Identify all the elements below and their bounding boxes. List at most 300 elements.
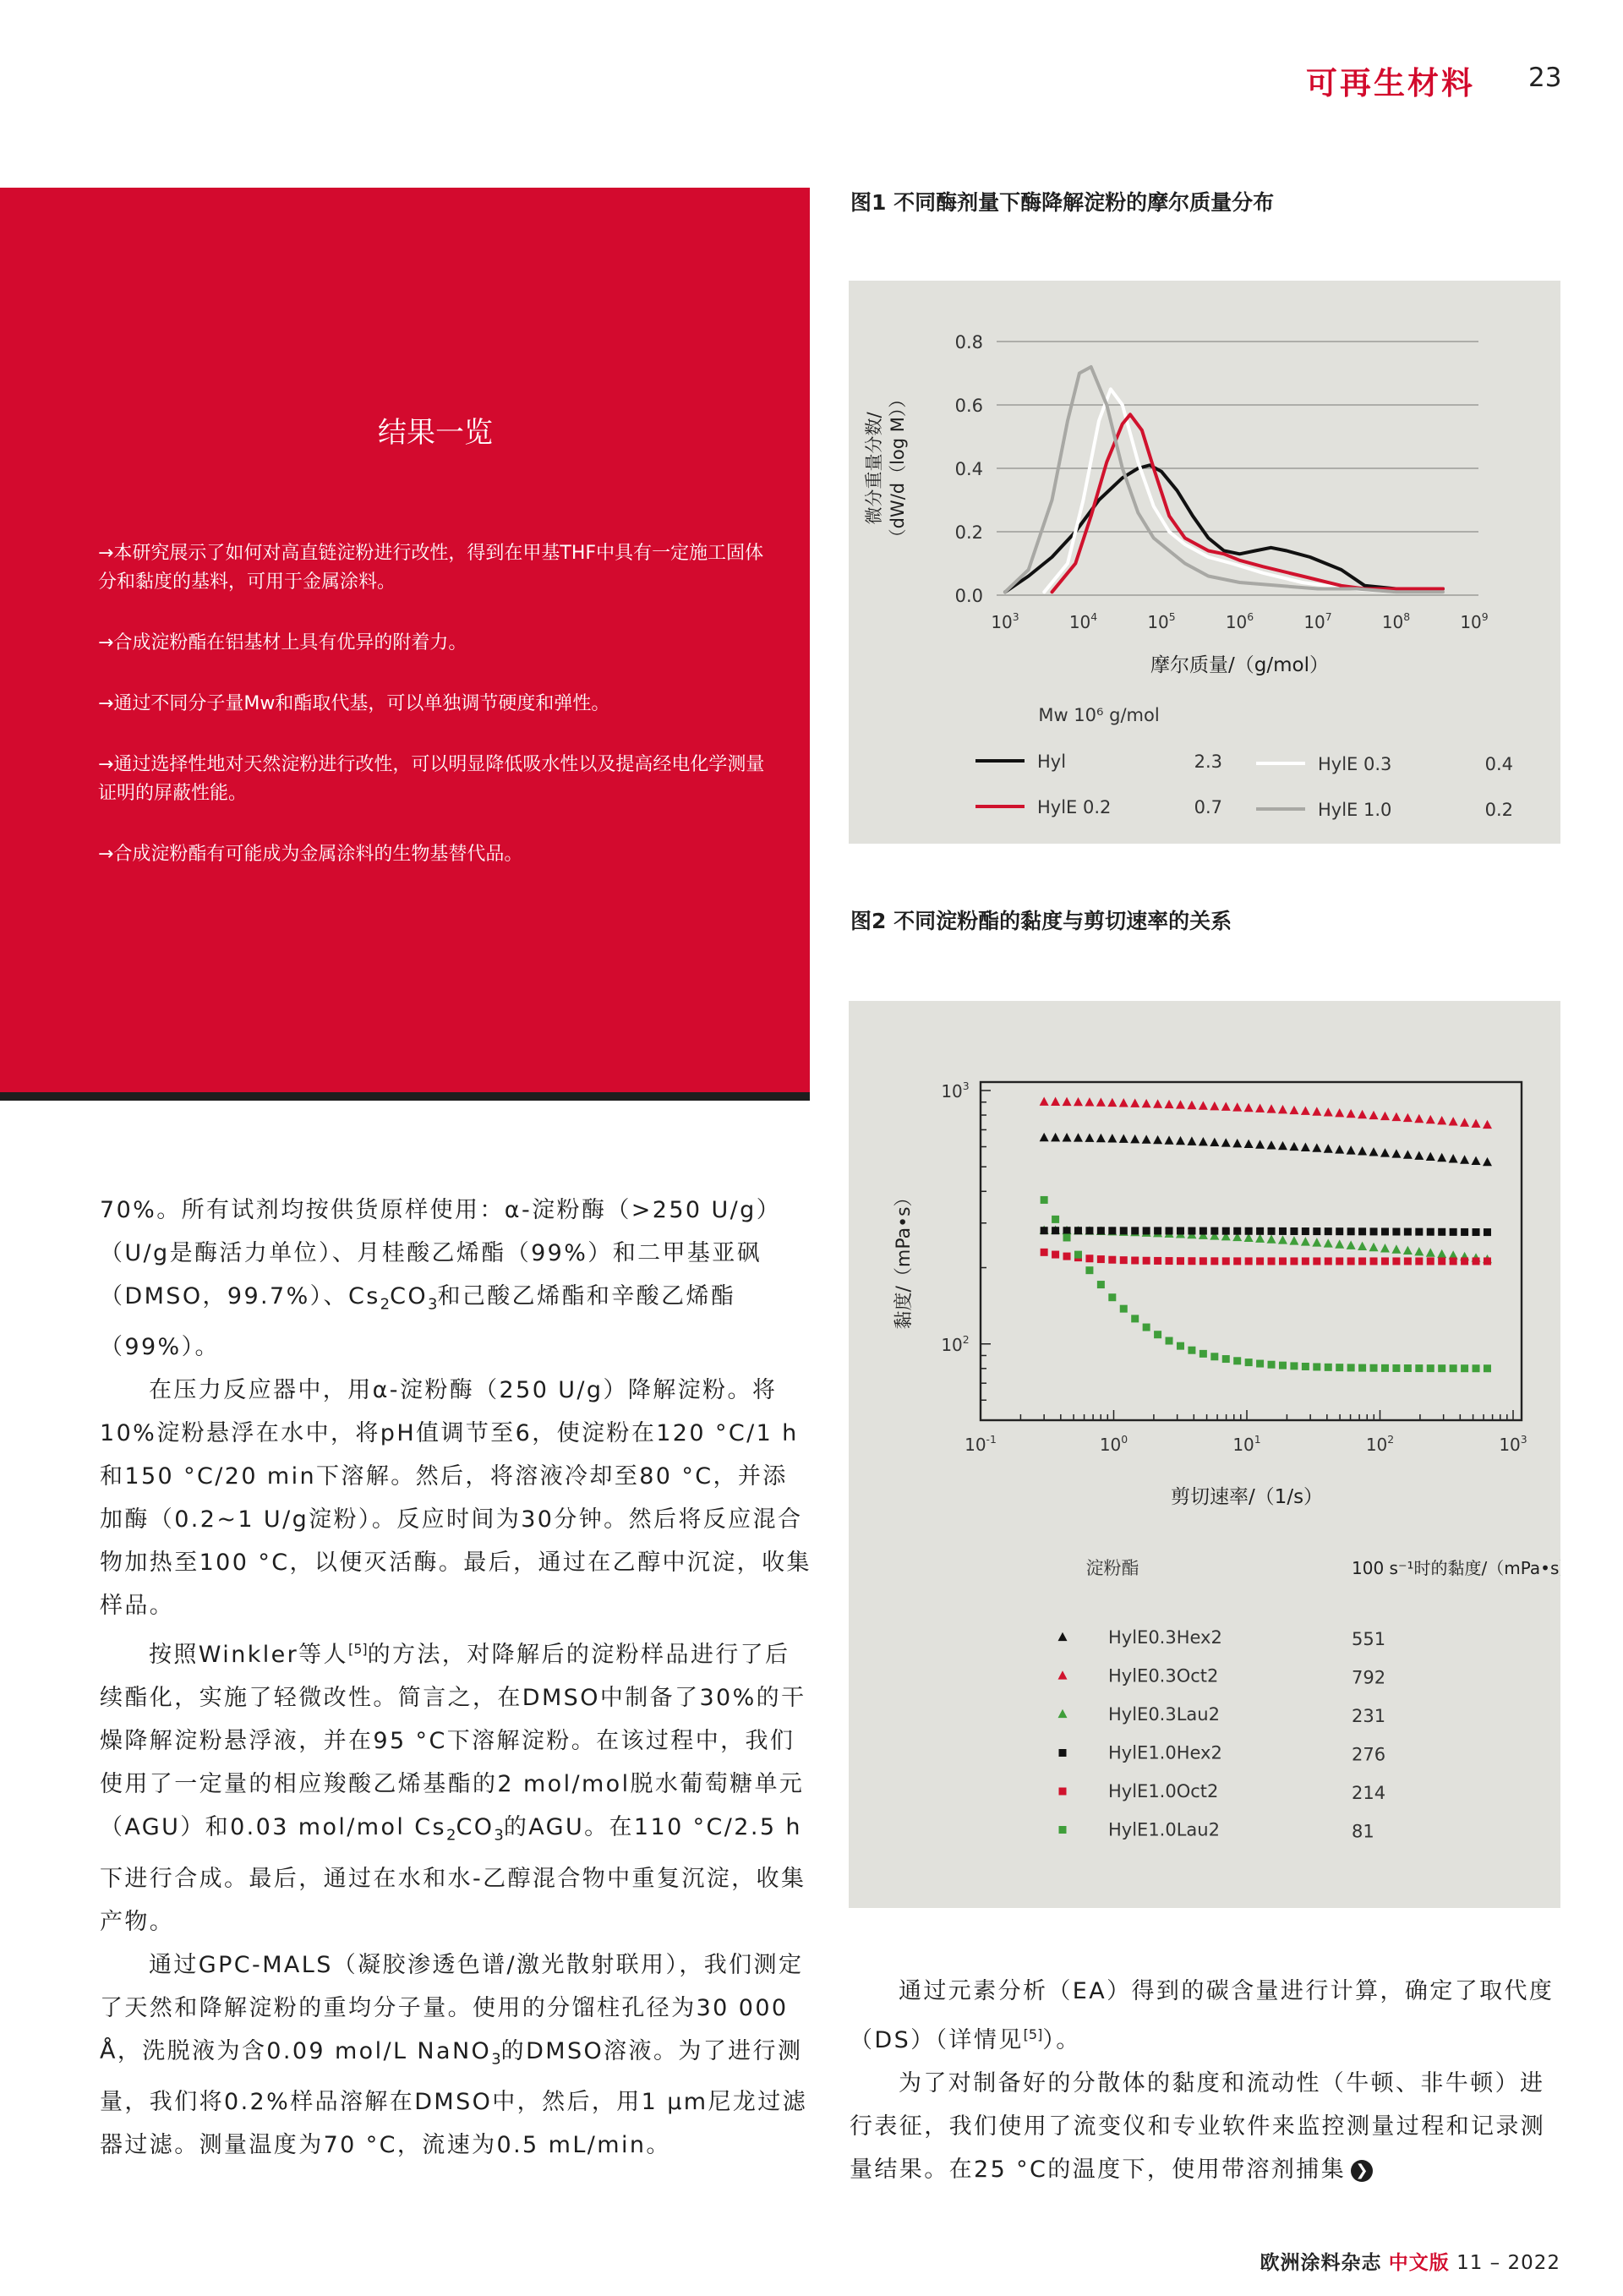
data-point: [1041, 1196, 1048, 1204]
body-paragraph: [100, 1943, 812, 2167]
data-point: [1188, 1257, 1195, 1265]
summary-list: [98, 539, 774, 901]
text-run: CO: [456, 1814, 495, 1841]
data-point: [1244, 1140, 1254, 1148]
data-point: [1107, 1098, 1117, 1107]
data-point: [1255, 1140, 1265, 1148]
data-point: [1278, 1235, 1287, 1244]
data-point: [1256, 1227, 1264, 1235]
data-point: [1177, 1257, 1184, 1265]
data-point: [1199, 1350, 1207, 1358]
summary-title: 结果一览: [378, 416, 493, 450]
data-point: [1052, 1227, 1059, 1234]
data-point: [1245, 1257, 1253, 1265]
data-point: [1255, 1233, 1265, 1242]
data-point: [1324, 1107, 1333, 1116]
data-point: [1063, 1133, 1072, 1141]
y-tick-label: $10^3$: [941, 1080, 970, 1102]
x-tick-label: $10^0$: [1099, 1433, 1128, 1455]
data-point: [1085, 1266, 1093, 1274]
y-axis-label-line1: 微分重量分数/: [864, 412, 884, 525]
data-point: [1256, 1360, 1264, 1368]
data-point: [1437, 1249, 1446, 1258]
data-point: [1391, 1149, 1401, 1157]
data-point: [1415, 1228, 1423, 1236]
data-point: [1302, 1363, 1309, 1370]
data-point: [1119, 1134, 1128, 1143]
y-tick-label: 0.2: [954, 522, 983, 543]
legend-mw-value: 0.7: [1194, 797, 1222, 817]
data-point: [1222, 1355, 1230, 1363]
data-point: [1074, 1227, 1082, 1234]
data-point: [1392, 1228, 1400, 1236]
data-point: [1301, 1106, 1310, 1114]
data-point: [1210, 1138, 1219, 1146]
data-point: [1085, 1097, 1094, 1106]
data-point: [1404, 1257, 1412, 1265]
data-point: [1358, 1242, 1367, 1250]
y-axis-label-line2: （dW/d（log M））: [888, 390, 908, 547]
summary-item: →通过选择性地对天然淀粉进行改性，可以明显降低吸水性以及提高经电化学测量证明的屏蔽性能。: [98, 754, 765, 804]
y-tick-label: 0.0: [954, 586, 983, 606]
data-point: [1278, 1141, 1287, 1150]
data-point: [1415, 1257, 1423, 1265]
data-point: [1058, 1709, 1068, 1718]
data-point: [1472, 1118, 1481, 1127]
data-point: [1143, 1257, 1150, 1265]
data-point: [1404, 1364, 1412, 1372]
x-tick-label: $10^3$: [991, 610, 1019, 632]
data-point: [1312, 1143, 1321, 1151]
data-point: [1131, 1256, 1139, 1264]
data-point: [1232, 1139, 1242, 1147]
figure2-chart-panel: [849, 1001, 1560, 1908]
data-point: [1267, 1140, 1276, 1149]
data-point: [1108, 1227, 1116, 1234]
data-point: [1143, 1227, 1150, 1234]
data-point: [1063, 1253, 1071, 1260]
data-point: [1131, 1227, 1139, 1234]
data-point: [1210, 1257, 1218, 1265]
series-line: [1005, 465, 1443, 592]
data-point: [1484, 1257, 1491, 1265]
data-point: [1301, 1237, 1310, 1245]
summary-item: →本研究展示了如何对高直链淀粉进行改性，得到在甲基THF中具有一定施工固体分和黏度的基料，可用于金属涂料。: [98, 543, 764, 593]
data-point: [1347, 1364, 1355, 1371]
data-point: [1392, 1364, 1400, 1372]
data-point: [1058, 1632, 1068, 1641]
data-point: [1358, 1110, 1367, 1118]
data-point: [1312, 1238, 1321, 1246]
data-point: [1153, 1135, 1162, 1144]
x-tick-label: $10^7$: [1303, 610, 1332, 632]
data-point: [1268, 1227, 1276, 1235]
data-point: [1154, 1257, 1161, 1265]
data-point: [1461, 1257, 1468, 1265]
data-point: [1058, 1670, 1068, 1679]
data-point: [1085, 1227, 1093, 1234]
x-tick-label: $10^{-1}$: [965, 1433, 997, 1455]
data-point: [1449, 1117, 1458, 1125]
text-run: 和己酸乙烯酯和辛酸乙烯酯（99%）。: [100, 1283, 736, 1361]
data-point: [1461, 1364, 1468, 1372]
footer-issue: 11 – 2022: [1456, 2252, 1560, 2274]
data-point: [1427, 1228, 1434, 1236]
data-point: [1325, 1227, 1332, 1235]
text-run: 按照Winkler等人: [149, 1642, 348, 1669]
data-point: [1051, 1133, 1060, 1141]
legend-label: HylE0.3Hex2: [1108, 1627, 1222, 1648]
legend-header-value: 100 s⁻¹时的黏度/（mPa•s）: [1352, 1558, 1560, 1578]
y-tick-label: 0.4: [954, 459, 983, 479]
data-point: [1427, 1364, 1434, 1372]
data-point: [1450, 1364, 1457, 1372]
body-paragraph: [100, 1627, 812, 1943]
data-point: [1222, 1227, 1230, 1235]
data-point: [1325, 1257, 1332, 1265]
data-point: [1415, 1364, 1423, 1372]
data-point: [1381, 1257, 1389, 1265]
data-point: [1472, 1156, 1481, 1165]
figure2-caption: 图2 不同淀粉酯的黏度与剪切速率的关系: [850, 909, 1232, 933]
data-point: [1052, 1216, 1059, 1223]
data-point: [1176, 1100, 1185, 1108]
data-point: [1347, 1257, 1355, 1265]
data-point: [1063, 1233, 1071, 1241]
legend-label: Hyl: [1037, 752, 1067, 772]
data-point: [1403, 1246, 1413, 1255]
data-point: [1279, 1227, 1287, 1235]
x-tick-label: $10^9$: [1460, 610, 1489, 632]
data-point: [1358, 1227, 1366, 1235]
data-point: [1130, 1098, 1139, 1107]
legend-value: 551: [1352, 1629, 1386, 1649]
data-point: [1336, 1227, 1343, 1235]
data-point: [1187, 1101, 1196, 1109]
y-tick-label: $10^2$: [941, 1332, 970, 1355]
data-point: [1461, 1228, 1468, 1236]
data-point: [1120, 1227, 1128, 1234]
citation-ref: [5]: [347, 1641, 368, 1658]
data-point: [1289, 1236, 1298, 1244]
data-point: [1187, 1136, 1196, 1145]
data-point: [1324, 1238, 1333, 1247]
data-point: [1335, 1145, 1344, 1153]
data-point: [1199, 1257, 1207, 1265]
subscript: 3: [494, 1826, 504, 1845]
data-point: [1245, 1227, 1253, 1235]
data-point: [1041, 1249, 1048, 1256]
data-point: [1153, 1099, 1162, 1107]
data-point: [1074, 1097, 1083, 1106]
legend-label: HylE1.0Lau2: [1108, 1819, 1220, 1840]
text-run: 的方法，对降解后的淀粉样品进行了后续酯化，实施了轻微改性。简言之，在DMSO中制备了30%的干燥降解淀粉悬浮液，并在95 °C下溶解淀粉。在该过程中，我们使用了一定量的相应羧酸乙烯基酯的2 mol/mol脱水葡萄糖单元（AGU）和0.03 mol/mol Cs: [100, 1642, 806, 1841]
text-run: 的AGU。在110 °C/2.5 h下进行合成。最后，通过在水和水-乙醇混合物中重复沉淀，收集产物。: [100, 1814, 806, 1935]
data-point: [1210, 1227, 1218, 1235]
legend-value: 81: [1352, 1821, 1374, 1842]
data-point: [1166, 1337, 1173, 1345]
data-point: [1302, 1257, 1309, 1265]
data-point: [1119, 1098, 1128, 1107]
data-point: [1232, 1102, 1242, 1111]
data-point: [1380, 1112, 1390, 1120]
data-point: [1059, 1788, 1067, 1796]
data-point: [1426, 1115, 1435, 1123]
series-line: [1005, 367, 1443, 592]
data-point: [1335, 1108, 1344, 1117]
y-tick-label: 0.6: [954, 396, 983, 416]
data-point: [1268, 1257, 1276, 1265]
data-point: [1188, 1227, 1195, 1235]
data-point: [1403, 1113, 1413, 1122]
series-line: [1052, 414, 1444, 592]
data-point: [1097, 1227, 1105, 1234]
body-right-column: [850, 1970, 1564, 2191]
data-point: [1426, 1248, 1435, 1256]
legend-value: 214: [1352, 1783, 1386, 1803]
data-point: [1438, 1228, 1445, 1236]
data-point: [1199, 1227, 1207, 1235]
data-point: [1040, 1133, 1049, 1141]
figure2-chart: [849, 1001, 1560, 1908]
legend-header: Mw 10⁶ g/mol: [1038, 705, 1160, 725]
data-point: [1245, 1358, 1253, 1366]
data-point: [1074, 1251, 1082, 1259]
text-run: 的DMSO溶液。为了进行测量，我们将0.2%样品溶解在DMSO中，然后，用1 µm尼龙过滤器过滤。测量温度为70 °C，流速为0.5 mL/min。: [100, 2037, 808, 2159]
x-tick-label: $10^3$: [1499, 1433, 1527, 1455]
subscript: 2: [446, 1826, 456, 1845]
figure1-caption: 图1 不同酶剂量下酶降解淀粉的摩尔质量分布: [850, 190, 1275, 215]
data-point: [1437, 1116, 1446, 1124]
data-point: [1370, 1364, 1378, 1372]
data-point: [1199, 1101, 1208, 1109]
x-tick-label: $10^4$: [1068, 610, 1098, 632]
data-point: [1358, 1364, 1366, 1372]
data-point: [1210, 1102, 1219, 1110]
data-point: [1313, 1257, 1320, 1265]
data-point: [1108, 1256, 1116, 1264]
section-title: 可再生材料: [1306, 65, 1475, 101]
data-point: [1484, 1228, 1491, 1236]
data-point: [1289, 1106, 1298, 1114]
data-point: [1063, 1227, 1071, 1234]
data-point: [1369, 1111, 1379, 1119]
legend-mw-value: 0.2: [1484, 800, 1513, 820]
data-point: [1166, 1257, 1173, 1265]
text-run: 通过元素分析（EA）得到的碳含量进行计算，确定了取代度（DS）（详情见: [850, 1978, 1555, 2053]
data-point: [1392, 1257, 1400, 1265]
data-point: [1108, 1293, 1116, 1301]
data-point: [1052, 1251, 1059, 1259]
data-point: [1302, 1227, 1309, 1235]
x-axis-label: 剪切速率/（1/s）: [1170, 1486, 1324, 1508]
data-point: [1290, 1227, 1298, 1235]
data-point: [1279, 1257, 1287, 1265]
x-tick-label: $10^6$: [1225, 610, 1254, 632]
data-point: [1437, 1153, 1446, 1162]
text-run: CO: [390, 1283, 429, 1309]
data-point: [1290, 1257, 1298, 1265]
data-point: [1290, 1362, 1298, 1369]
data-point: [1059, 1749, 1067, 1757]
data-point: [1063, 1097, 1072, 1106]
data-point: [1391, 1244, 1401, 1253]
data-point: [1268, 1361, 1276, 1369]
data-point: [1414, 1247, 1424, 1255]
text-run: ）。: [1042, 2027, 1081, 2053]
summary-item: →合成淀粉酯在铝基材上具有优异的附着力。: [98, 632, 467, 653]
data-point: [1244, 1103, 1254, 1112]
data-point: [1131, 1315, 1139, 1322]
legend-value: 231: [1352, 1706, 1386, 1726]
legend-label: HylE 1.0: [1318, 800, 1392, 820]
data-point: [1473, 1228, 1480, 1236]
data-point: [1040, 1096, 1049, 1105]
data-point: [1177, 1342, 1184, 1350]
y-tick-label: 0.8: [954, 332, 983, 353]
text-run: 70%。所有试剂均按供货原样使用：α-淀粉酶（>250 U/g）（U/g是酶活力单位）、月桂酸乙烯酯（99%）和二甲基亚砜（DMSO，99.7%）、Cs: [100, 1197, 782, 1309]
legend-label: HylE1.0Oct2: [1108, 1781, 1219, 1801]
text-run: 为了对制备好的分散体的黏度和流动性（牛顿、非牛顿）进行表征，我们使用了流变仪和专业软件来监控测量过程和记录测量结果。在25 °C的温度下，使用带溶剂捕集: [850, 2070, 1546, 2183]
figure1-chart: [849, 281, 1560, 844]
data-point: [1460, 1118, 1469, 1126]
data-point: [1450, 1257, 1457, 1265]
data-point: [1347, 1227, 1355, 1235]
data-point: [1414, 1151, 1424, 1159]
legend-value: 276: [1352, 1744, 1386, 1765]
footer: [1260, 2247, 1560, 2275]
data-point: [1380, 1244, 1390, 1252]
data-point: [1370, 1257, 1378, 1265]
x-tick-label: $10^8$: [1381, 610, 1411, 632]
data-point: [1301, 1143, 1310, 1151]
data-point: [1166, 1227, 1173, 1234]
data-point: [1438, 1364, 1445, 1372]
legend-label: HylE0.3Oct2: [1108, 1665, 1219, 1686]
data-point: [1483, 1120, 1492, 1129]
data-point: [1347, 1109, 1356, 1118]
x-tick-label: $10^1$: [1232, 1433, 1261, 1455]
data-point: [1358, 1146, 1367, 1155]
data-point: [1414, 1114, 1424, 1123]
data-point: [1199, 1137, 1208, 1145]
data-point: [1120, 1256, 1128, 1264]
data-point: [1210, 1353, 1218, 1360]
x-tick-label: $10^2$: [1365, 1433, 1395, 1455]
data-point: [1289, 1142, 1298, 1151]
data-point: [1391, 1112, 1401, 1121]
text-run: 通过GPC-MALS（凝胶渗透色谱/激光散射联用），我们测定了天然和降解淀粉的重均分子量。使用的分馏柱孔径为30 000 Å，洗脱液为含0.09 mol/L NaNO: [100, 1951, 804, 2064]
data-point: [1403, 1150, 1413, 1158]
data-point: [1426, 1152, 1435, 1161]
data-point: [1381, 1364, 1389, 1372]
x-axis-label: 摩尔质量/（g/mol）: [1150, 654, 1329, 676]
data-point: [1404, 1228, 1412, 1236]
legend-label: HylE 0.3: [1318, 754, 1392, 774]
data-point: [1085, 1134, 1094, 1142]
data-point: [1381, 1227, 1389, 1235]
data-point: [1279, 1362, 1287, 1369]
data-point: [1278, 1105, 1287, 1113]
data-point: [1427, 1257, 1434, 1265]
data-point: [1233, 1357, 1241, 1364]
data-point: [1096, 1134, 1106, 1142]
data-point: [1484, 1364, 1491, 1372]
data-point: [1143, 1324, 1150, 1331]
data-point: [1313, 1363, 1320, 1370]
data-point: [1096, 1097, 1106, 1106]
data-point: [1120, 1305, 1128, 1313]
data-point: [1176, 1136, 1185, 1145]
data-point: [1165, 1100, 1174, 1108]
legend-mw-value: 2.3: [1194, 752, 1222, 772]
data-point: [1325, 1364, 1332, 1371]
legend-header-name: 淀粉酯: [1085, 1558, 1139, 1578]
body-paragraph: [850, 2062, 1564, 2191]
y-axis-label: 黏度/（mPa•s）: [893, 1188, 915, 1330]
continue-arrow-icon[interactable]: ❯: [1351, 2160, 1373, 2182]
data-point: [1188, 1347, 1195, 1354]
data-point: [1449, 1154, 1458, 1162]
legend-mw-value: 0.4: [1484, 754, 1513, 774]
footer-magazine: 欧洲涂料杂志: [1260, 2252, 1382, 2274]
legend-label: HylE 0.2: [1037, 797, 1112, 817]
data-point: [1165, 1135, 1174, 1144]
data-point: [1154, 1331, 1161, 1338]
legend-label: HylE0.3Lau2: [1108, 1704, 1220, 1725]
data-point: [1142, 1134, 1151, 1143]
data-point: [1267, 1104, 1276, 1112]
subscript: 3: [428, 1295, 438, 1314]
data-point: [1222, 1257, 1230, 1265]
data-point: [1142, 1099, 1151, 1107]
body-paragraph: [850, 1970, 1564, 2062]
data-point: [1347, 1240, 1356, 1249]
subscript: 2: [380, 1295, 391, 1314]
data-point: [1438, 1257, 1445, 1265]
x-tick-label: $10^5$: [1147, 610, 1176, 632]
data-point: [1041, 1227, 1048, 1234]
data-point: [1450, 1228, 1457, 1236]
data-point: [1473, 1257, 1480, 1265]
data-point: [1233, 1257, 1241, 1265]
data-point: [1335, 1239, 1344, 1248]
data-point: [1233, 1227, 1241, 1235]
data-point: [1059, 1826, 1067, 1834]
data-point: [1347, 1145, 1356, 1154]
data-point: [1221, 1102, 1231, 1111]
citation-ref: [5]: [1023, 2026, 1043, 2042]
data-point: [1460, 1155, 1469, 1163]
data-point: [1255, 1103, 1265, 1112]
data-point: [1312, 1107, 1321, 1115]
data-point: [1370, 1227, 1378, 1235]
body-paragraph: [100, 1189, 812, 1369]
data-point: [1130, 1134, 1139, 1143]
footer-edition: 中文版: [1388, 2252, 1450, 2274]
data-point: [1097, 1281, 1105, 1288]
data-point: [1336, 1257, 1343, 1265]
data-point: [1085, 1255, 1093, 1262]
data-point: [1313, 1227, 1320, 1235]
data-point: [1324, 1144, 1333, 1152]
data-point: [1336, 1364, 1343, 1371]
summary-item: →通过不同分子量Mw和酯取代基，可以单独调节硬度和弹性。: [98, 693, 610, 714]
summary-item: →合成淀粉酯有可能成为金属涂料的生物基替代品。: [98, 844, 523, 865]
data-point: [1369, 1147, 1379, 1156]
legend-label: HylE1.0Hex2: [1108, 1742, 1222, 1763]
data-point: [1369, 1243, 1379, 1251]
